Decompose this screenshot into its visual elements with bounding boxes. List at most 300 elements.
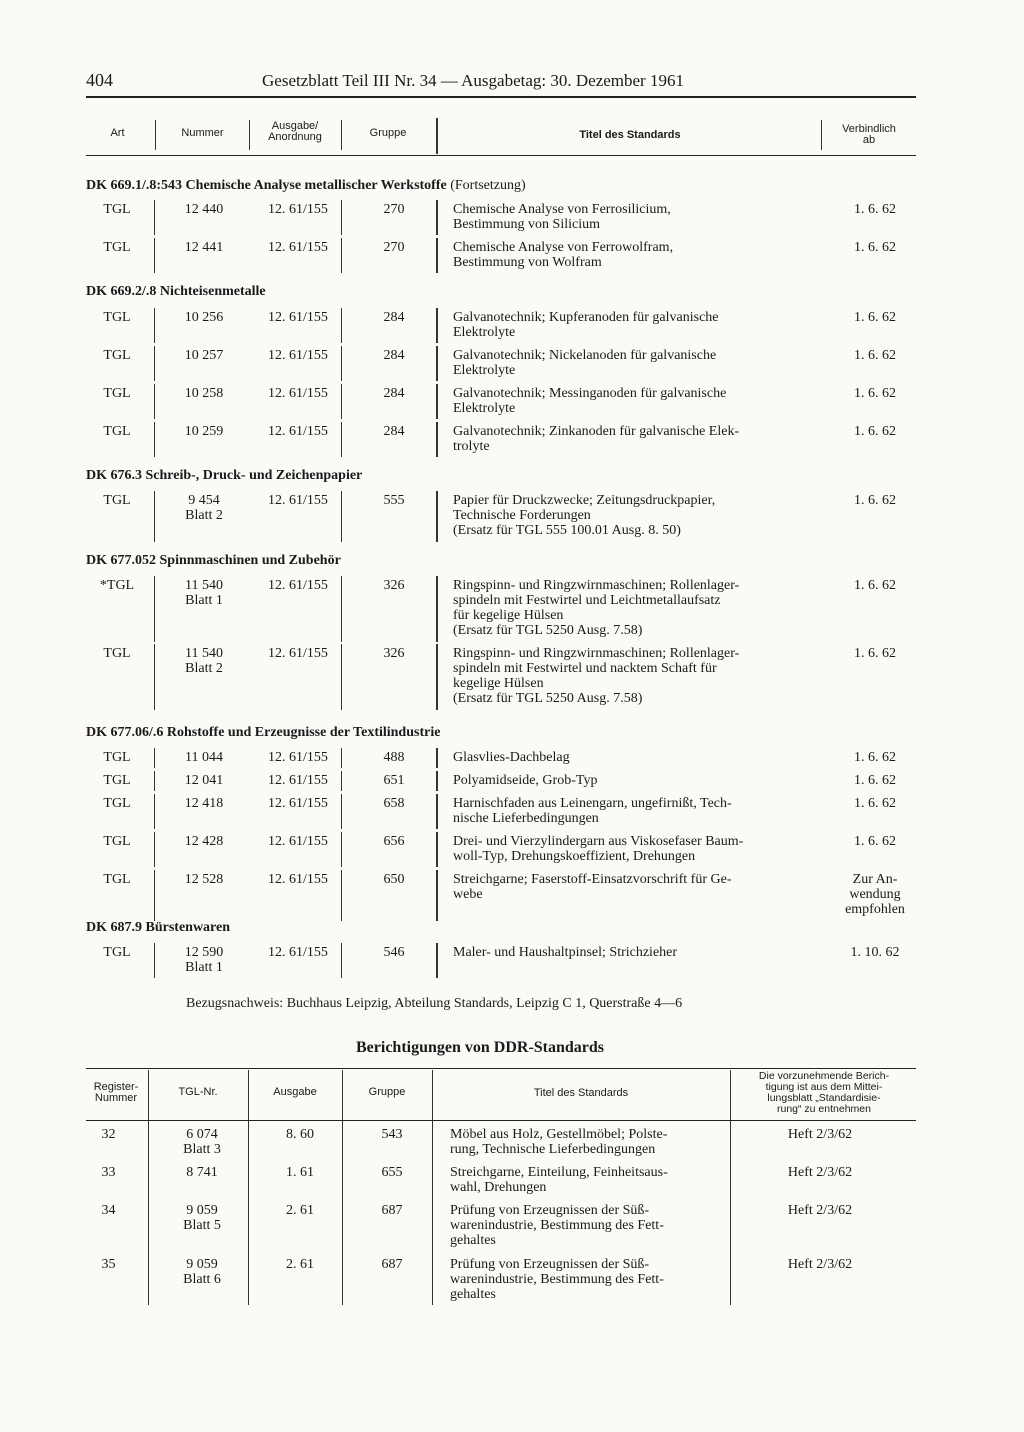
text-line: Ringspinn- und Ringzwirnmaschinen; Rollenlager- [453,646,740,661]
section-heading [86,284,266,300]
column-divider [154,422,155,457]
text-line: für kegelige Hülsen [453,608,564,623]
cell-nummer [160,424,248,439]
cell-gruppe: 651 [383,773,405,788]
text-line: kegelige Hülsen [453,676,544,691]
cell-verbindlich-ab [830,773,920,788]
section-heading-text: DK 676.3 Schreib-, Druck- und Zeichenpapier [86,468,363,483]
column-divider [248,1121,249,1305]
cell-art: TGL [103,424,131,439]
text-line: 6 074 [186,1127,218,1142]
cell-titel [453,796,819,826]
cell-art: TGL [103,646,131,661]
col-header-hinweis-line4: rung“ zu entnehmen [777,1103,871,1115]
column-divider [342,1121,343,1305]
cell-art: TGL [103,834,131,849]
cell-titel [453,945,819,960]
text-line: 11 540 [185,578,223,593]
text-line: 9 454 [188,493,220,508]
text-line: 12 418 [184,796,224,811]
cell-verbindlich-ab [830,578,920,593]
table-header-rule [86,155,916,156]
column-divider [436,200,438,235]
cell-ausgabe: 12. 61/155 [268,578,328,593]
column-divider [436,943,438,978]
cell-gruppe: 326 [383,578,405,593]
text-line: 1. 6. 62 [854,424,896,439]
column-divider [341,794,342,829]
col-header-titel2: Titel des Standards [533,1087,629,1099]
cell-ausgabe: 12. 61/155 [268,202,328,217]
section-heading [86,178,526,194]
col-header-tgl: TGL-Nr. [178,1086,218,1098]
column-divider [436,308,438,343]
text-line: rung, Technische Lieferbedingungen [450,1142,656,1157]
cell-verbindlich-ab [830,202,920,217]
col-header-hinweis-line3: lungsblatt „Standardisie- [767,1092,881,1104]
text-line: spindeln mit Festwirtel und nacktem Schaft für [453,661,717,676]
cell-titel [453,202,819,232]
section-heading [86,920,230,936]
text-line: wendung [849,887,901,902]
cell-nummer [160,796,248,811]
text-line: 1. 6. 62 [854,202,896,217]
column-divider [341,346,342,381]
col-header-hinweis-line1: Die vorzunehmende Berich- [758,1070,890,1082]
column-divider [341,491,342,542]
col-header-ausgabe2: Ausgabe [273,1086,317,1098]
cell-titel [453,872,819,902]
cell-titel [453,348,819,378]
col-header-nummer: Nummer [181,127,224,139]
cell-art: TGL [103,202,131,217]
col-header-ausgabe-line1: Ausgabe/ [271,120,319,132]
column-divider [154,384,155,419]
col-header-register-line1: Register- [93,1081,139,1093]
text-line: 1. 6. 62 [854,578,896,593]
cell-titel [450,1127,726,1157]
text-line: (Ersatz für TGL 5250 Ausg. 7.58) [453,691,643,706]
cell-gruppe: 656 [383,834,405,849]
cell-gruppe: 543 [381,1127,403,1142]
text-line: (Ersatz für TGL 5250 Ausg. 7.58) [453,623,643,638]
text-line: 1. 6. 62 [854,493,896,508]
text-line: Elektrolyte [453,401,516,416]
text-line: 8 741 [186,1165,218,1180]
cell-nummer [160,834,248,849]
column-divider [154,308,155,343]
cell-gruppe: 270 [383,202,405,217]
cell-verbindlich-ab [830,945,920,960]
text-line: woll-Typ, Drehungskoeffizient, Drehungen [453,849,696,864]
cell-nummer [160,750,248,765]
text-line: Technische Forderungen [453,508,591,523]
text-line: Prüfung von Erzeugnissen der Süß- [450,1257,650,1272]
text-line: gehaltes [450,1233,496,1248]
cell-verbindlich-ab [830,348,920,363]
col-header-art: Art [110,127,125,139]
text-line: 10 257 [184,348,224,363]
cell-nummer [160,240,248,255]
text-line: wahl, Drehungen [450,1180,547,1195]
text-line: 1. 6. 62 [854,750,896,765]
cell-art: TGL [103,796,131,811]
cell-gruppe: 284 [383,424,405,439]
col-header-register [86,1082,146,1104]
cell-tgl-nr [160,1127,244,1157]
column-divider [341,943,342,978]
section-heading [86,468,362,484]
cell-register-nummer: 35 [101,1257,116,1272]
cell-verbindlich-ab [830,386,920,401]
cell-gruppe: 488 [383,750,405,765]
text-line: webe [453,887,483,902]
column-divider [436,644,438,710]
cell-titel [453,750,819,765]
cell-gruppe: 687 [381,1203,403,1218]
cell-ausgabe: 12. 61/155 [268,750,328,765]
column-divider [341,771,342,791]
cell-tgl-nr [160,1203,244,1233]
text-line: Streichgarne; Faserstoff-Einsatzvorschrift für Ge- [453,872,732,887]
column-divider [154,491,155,542]
text-line: 12 528 [184,872,224,887]
cell-tgl-nr [160,1165,244,1180]
column-divider [154,794,155,829]
column-divider [436,748,438,768]
column-divider [436,870,438,921]
cell-gruppe: 284 [383,310,405,325]
cell-titel [453,240,819,270]
cell-ausgabe: 12. 61/155 [268,796,328,811]
bezugsnachweis: Bezugsnachweis: Buchhaus Leipzig, Abteilung Standards, Leipzig C 1, Querstraße 4—6 [186,996,683,1011]
column-divider [154,238,155,273]
cell-titel [453,310,819,340]
column-divider [154,771,155,791]
text-line: Drei- und Vierzylindergarn aus Viskosefaser Baum- [453,834,744,849]
cell-heft: Heft 2/3/62 [787,1165,853,1180]
cell-titel [450,1165,726,1195]
column-divider [341,832,342,867]
column-divider [341,644,342,710]
text-line: Prüfung von Erzeugnissen der Süß- [450,1203,650,1218]
cell-verbindlich-ab [830,310,920,325]
col-header-hinweis-line2: tigung ist aus dem Mittei- [765,1081,883,1093]
text-line: 12 440 [184,202,224,217]
text-line: 12 590 [184,945,224,960]
col-header-hinweis [732,1071,916,1115]
column-divider [436,576,438,642]
column-divider [154,870,155,921]
cell-verbindlich-ab [830,750,920,765]
text-line: Blatt 6 [183,1272,221,1287]
text-line: Bestimmung von Silicium [453,217,601,232]
cell-gruppe: 326 [383,646,405,661]
text-line: 1. 6. 62 [854,240,896,255]
section-heading [86,553,341,569]
text-line: 10 258 [184,386,224,401]
page-header-title: Gesetzblatt Teil III Nr. 34 — Ausgabetag: 30. Dezember 1961 [262,71,684,90]
column-divider [436,491,438,542]
text-line: 12 441 [184,240,224,255]
text-line: spindeln mit Festwirtel und Leichtmetallaufsatz [453,593,721,608]
cell-gruppe: 270 [383,240,405,255]
cell-gruppe: 284 [383,386,405,401]
column-divider [436,832,438,867]
text-line: Bestimmung von Wolfram [453,255,602,270]
text-line: Zur An- [852,872,898,887]
table2-header-rule [86,1120,916,1121]
text-line: Blatt 2 [185,508,223,523]
text-line: Polyamidseide, Grob-Typ [453,773,598,788]
cell-gruppe: 555 [383,493,405,508]
cell-register-nummer: 34 [101,1203,116,1218]
text-line: Ringspinn- und Ringzwirnmaschinen; Rollenlager- [453,578,740,593]
text-line: 12 428 [184,834,224,849]
column-divider [432,1121,433,1305]
column-divider [730,1121,731,1305]
column-divider [341,384,342,419]
cell-verbindlich-ab [830,872,920,917]
divider [432,1070,433,1120]
text-line: Galvanotechnik; Messinganoden für galvanische [453,386,727,401]
cell-titel [453,424,819,454]
col-header-ausgabe-line2: Anordnung [268,131,322,143]
column-divider [341,238,342,273]
text-line: 1. 10. 62 [850,945,900,960]
column-divider [341,308,342,343]
text-line: 10 259 [184,424,224,439]
cell-titel [453,386,819,416]
column-divider [436,794,438,829]
text-line: Blatt 5 [183,1218,221,1233]
column-divider [341,870,342,921]
page-number: 404 [86,70,113,90]
cell-verbindlich-ab [830,646,920,661]
cell-ausgabe: 2. 61 [286,1257,314,1272]
table2-top-rule [86,1068,916,1069]
cell-heft: Heft 2/3/62 [787,1257,853,1272]
cell-nummer [160,202,248,217]
text-line: gehaltes [450,1287,496,1302]
col-header-gruppe: Gruppe [369,127,407,139]
cell-verbindlich-ab [830,493,920,508]
cell-art: TGL [103,493,131,508]
column-divider [436,422,438,457]
cell-ausgabe: 12. 61/155 [268,646,328,661]
cell-titel [453,646,819,706]
section-title: Berichtigungen von DDR-Standards [356,1039,605,1056]
text-line: Blatt 2 [185,661,223,676]
text-line: Glasvlies-Dachbelag [453,750,570,765]
text-line: Möbel aus Holz, Gestellmöbel; Polste- [450,1127,668,1142]
cell-nummer [160,646,248,676]
cell-nummer [160,348,248,363]
text-line: Blatt 3 [183,1142,221,1157]
cell-art: TGL [103,872,131,887]
cell-art: TGL [103,348,131,363]
text-line: warenindustrie, Bestimmung des Fett- [450,1218,664,1233]
text-line: trolyte [453,439,490,454]
cell-ausgabe: 12. 61/155 [268,872,328,887]
text-line: nische Lieferbedingungen [453,811,599,826]
cell-ausgabe: 12. 61/155 [268,945,328,960]
cell-nummer [160,493,248,523]
divider [341,120,342,150]
cell-titel [453,493,819,538]
text-line: Chemische Analyse von Ferrowolfram, [453,240,674,255]
cell-ausgabe: 2. 61 [286,1203,314,1218]
column-divider [436,346,438,381]
cell-verbindlich-ab [830,240,920,255]
cell-ausgabe: 12. 61/155 [268,773,328,788]
text-line: 9 059 [186,1203,218,1218]
text-line: Harnischfaden aus Leinengarn, ungefirnißt, Tech- [453,796,732,811]
cell-nummer [160,578,248,608]
cell-art: TGL [103,310,131,325]
text-line: Streichgarne, Einteilung, Feinheitsaus- [450,1165,668,1180]
column-divider [154,346,155,381]
divider [730,1070,731,1120]
cell-nummer [160,386,248,401]
cell-art: TGL [103,773,131,788]
cell-ausgabe: 12. 61/155 [268,240,328,255]
cell-art: TGL [103,240,131,255]
section-heading [86,725,440,741]
column-divider [154,576,155,642]
cell-gruppe: 650 [383,872,405,887]
text-line: Blatt 1 [185,593,223,608]
column-divider [436,771,438,791]
text-line: 9 059 [186,1257,218,1272]
cell-nummer [160,945,248,975]
col-header-titel: Titel des Standards [579,129,681,141]
text-line: Elektrolyte [453,325,516,340]
cell-nummer [160,773,248,788]
cell-verbindlich-ab [830,834,920,849]
cell-ausgabe: 12. 61/155 [268,348,328,363]
divider [148,1070,149,1120]
cell-titel [450,1257,726,1302]
divider [821,120,822,150]
cell-gruppe: 658 [383,796,405,811]
section-heading-text: DK 669.2/.8 Nichteisenmetalle [86,284,266,299]
cell-verbindlich-ab [830,424,920,439]
text-line: 1. 6. 62 [854,796,896,811]
cell-nummer [160,872,248,887]
text-line: 12 041 [184,773,224,788]
section-heading-note: (Fortsetzung) [446,178,526,193]
cell-art: TGL [103,386,131,401]
column-divider [154,748,155,768]
section-heading-text: DK 687.9 Bürstenwaren [86,920,231,935]
cell-art: TGL [103,750,131,765]
cell-register-nummer: 33 [101,1165,116,1180]
cell-heft: Heft 2/3/62 [787,1203,853,1218]
header-rule [86,96,916,98]
column-divider [154,943,155,978]
cell-heft: Heft 2/3/62 [787,1127,853,1142]
col-header-register-line2: Nummer [94,1092,138,1104]
column-divider [154,200,155,235]
cell-ausgabe: 12. 61/155 [268,493,328,508]
col-header-verbindlich-line2: ab [862,134,876,146]
cell-ausgabe: 8. 60 [286,1127,314,1142]
text-line: empfohlen [845,902,905,917]
cell-nummer [160,310,248,325]
text-line: Galvanotechnik; Zinkanoden für galvanische Elek- [453,424,740,439]
cell-gruppe: 284 [383,348,405,363]
divider [249,120,250,150]
cell-gruppe: 546 [383,945,405,960]
cell-titel [453,834,819,864]
column-divider [341,422,342,457]
cell-ausgabe: 12. 61/155 [268,834,328,849]
text-line: Papier für Druckzwecke; Zeitungsdruckpapier, [453,493,716,508]
column-divider [341,576,342,642]
column-divider [341,200,342,235]
col-header-verbindlich [824,124,914,146]
cell-tgl-nr [160,1257,244,1287]
cell-titel [450,1203,726,1248]
text-line: (Ersatz für TGL 555 100.01 Ausg. 8. 50) [453,523,681,538]
text-line: Maler- und Haushaltpinsel; Strichzieher [453,945,678,960]
cell-gruppe: 655 [381,1165,403,1180]
column-divider [154,832,155,867]
column-divider [154,644,155,710]
cell-ausgabe: 12. 61/155 [268,424,328,439]
text-line: Chemische Analyse von Ferrosilicium, [453,202,671,217]
col-header-ausgabe [252,121,338,143]
text-line: Galvanotechnik; Nickelanoden für galvanische [453,348,717,363]
column-divider [341,748,342,768]
section-heading-text: DK 677.052 Spinnmaschinen und Zubehör [86,553,341,568]
column-divider [436,384,438,419]
column-divider [148,1121,149,1305]
cell-titel [453,578,819,638]
text-line: Galvanotechnik; Kupferanoden für galvanische [453,310,719,325]
text-line: 1. 6. 62 [854,310,896,325]
cell-register-nummer: 32 [101,1127,116,1142]
cell-art: TGL [103,945,131,960]
text-line: 1. 6. 62 [854,348,896,363]
text-line: 11 044 [185,750,223,765]
divider [342,1070,343,1120]
cell-ausgabe: 12. 61/155 [268,386,328,401]
cell-verbindlich-ab [830,796,920,811]
divider [436,118,438,154]
text-line: 11 540 [185,646,223,661]
divider [248,1070,249,1120]
cell-art: *TGL [99,578,135,593]
section-heading-text: DK 669.1/.8:543 Chemische Analyse metallischer Werkstoffe [86,178,447,193]
col-header-gruppe2: Gruppe [368,1086,406,1098]
text-line: warenindustrie, Bestimmung des Fett- [450,1272,664,1287]
cell-gruppe: 687 [381,1257,403,1272]
cell-ausgabe: 1. 61 [286,1165,314,1180]
text-line: 1. 6. 62 [854,773,896,788]
text-line: Elektrolyte [453,363,516,378]
section-heading-text: DK 677.06/.6 Rohstoffe und Erzeugnisse der Textilindustrie [86,725,441,740]
text-line: Blatt 1 [185,960,223,975]
text-line: 1. 6. 62 [854,386,896,401]
text-line: 1. 6. 62 [854,834,896,849]
text-line: 1. 6. 62 [854,646,896,661]
text-line: 10 256 [184,310,224,325]
col-header-verbindlich-line1: Verbindlich [842,123,896,135]
cell-titel [453,773,819,788]
cell-ausgabe: 12. 61/155 [268,310,328,325]
